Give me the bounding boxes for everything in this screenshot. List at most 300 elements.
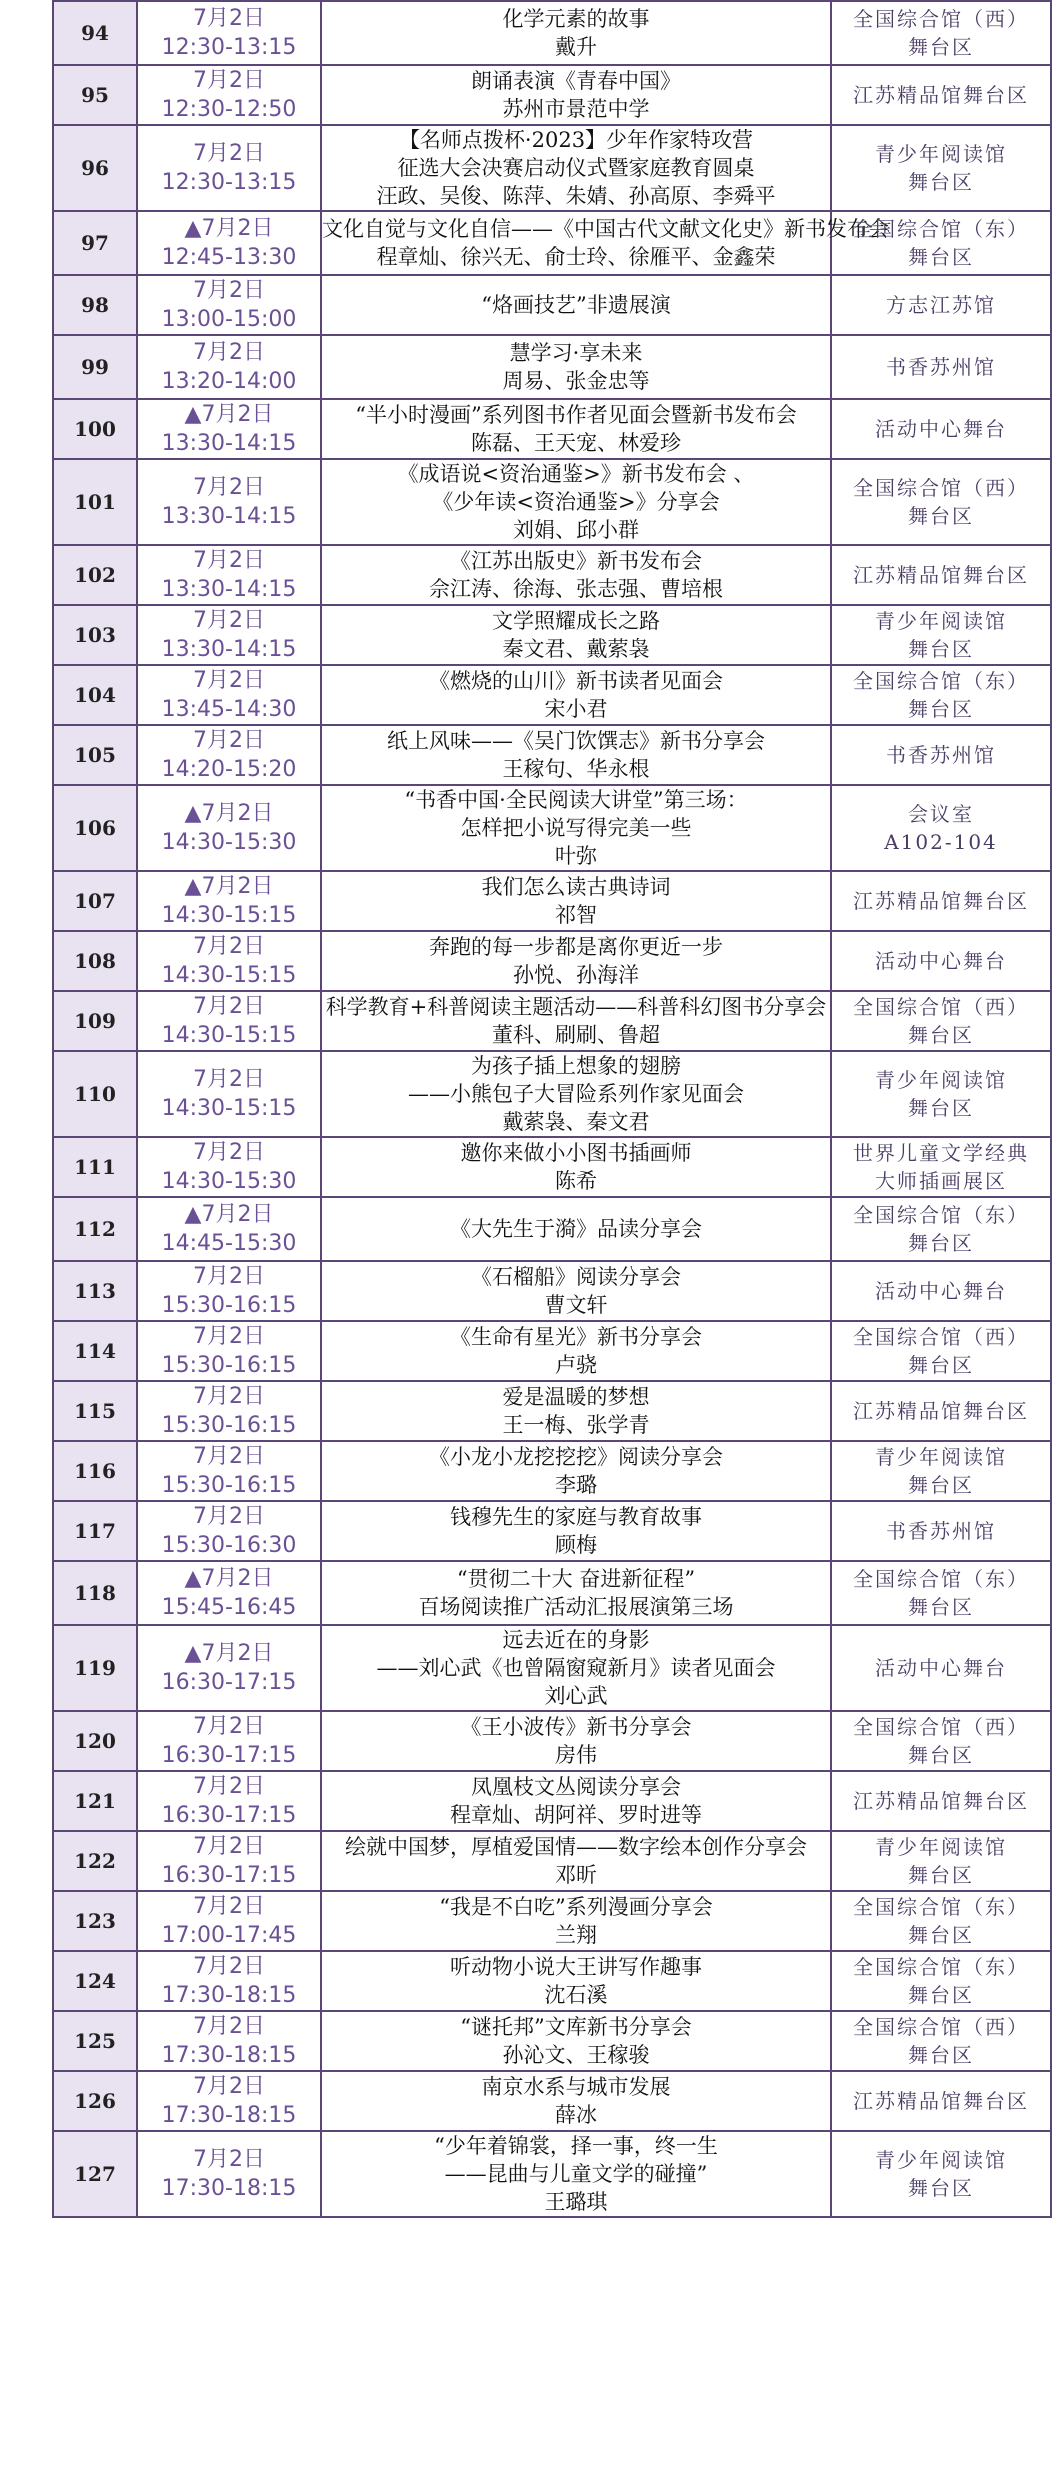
- event-title-line: 董科、刷刷、鲁超: [492, 1023, 660, 1047]
- event-venue-line: 方志江苏馆: [886, 293, 996, 317]
- event-venue: [831, 1, 1051, 65]
- event-venue-line: 舞台区: [908, 2176, 974, 2200]
- event-date: 7月2日: [193, 2074, 265, 2099]
- event-venue-line: 活动中心舞台: [875, 417, 1007, 441]
- event-number: 112: [53, 1197, 137, 1261]
- event-date: 7月2日: [193, 1444, 265, 1469]
- event-title-line: 《江苏出版史》新书发布会: [450, 549, 702, 573]
- event-datetime: [137, 1951, 321, 2011]
- event-title-line: 程章灿、徐兴无、俞士玲、徐雁平、金鑫荣: [376, 245, 776, 269]
- event-venue: [831, 1441, 1051, 1501]
- event-date: 7月2日: [201, 402, 274, 427]
- event-venue-line: 青少年阅读馆: [875, 1068, 1007, 1092]
- event-number: 94: [53, 1, 137, 65]
- event-title: [321, 1441, 831, 1501]
- event-venue: [831, 2131, 1051, 2217]
- event-title: [321, 1, 831, 65]
- event-title: [321, 399, 831, 459]
- event-title-line: “少年着锦裳，择一事，终一生: [434, 2134, 718, 2158]
- event-title-line: “我是不白吃”系列漫画分享会: [439, 1895, 713, 1919]
- event-venue-line: 舞台区: [908, 1923, 974, 1947]
- event-datetime: [137, 931, 321, 991]
- event-venue-line: 江苏精品馆舞台区: [853, 1789, 1029, 1813]
- event-number: 123: [53, 1891, 137, 1951]
- event-venue-line: 舞台区: [908, 1983, 974, 2007]
- event-venue-line: 全国综合馆（东）: [853, 217, 1029, 241]
- event-venue-line: 书香苏州馆: [886, 743, 996, 767]
- event-number: 111: [53, 1137, 137, 1197]
- event-time: 16:30-17:15: [161, 1803, 297, 1828]
- event-title-line: 房伟: [555, 1743, 597, 1767]
- event-title-line: 叶弥: [555, 844, 597, 868]
- event-venue-line: 全国综合馆（西）: [853, 2015, 1029, 2039]
- event-time: 16:30-17:15: [161, 1670, 297, 1695]
- event-venue-line: 舞台区: [908, 35, 974, 59]
- event-date: 7月2日: [193, 1714, 265, 1739]
- event-number: 96: [53, 125, 137, 211]
- event-title-line: 李璐: [555, 1473, 597, 1497]
- event-datetime: [137, 725, 321, 785]
- event-datetime: [137, 1441, 321, 1501]
- event-datetime: [137, 605, 321, 665]
- event-venue-line: 舞台区: [908, 504, 974, 528]
- event-date: 7月2日: [193, 1894, 265, 1919]
- event-datetime: [137, 785, 321, 871]
- event-number: 98: [53, 275, 137, 335]
- table-row: [53, 1051, 1051, 1137]
- table-row: [53, 545, 1051, 605]
- event-datetime: [137, 399, 321, 459]
- event-venue-line: 活动中心舞台: [875, 949, 1007, 973]
- event-venue-line: 舞台区: [908, 637, 974, 661]
- event-date: 7月2日: [201, 1566, 274, 1591]
- event-date: 7月2日: [193, 1384, 265, 1409]
- table-row: [53, 1891, 1051, 1951]
- event-venue-line: 江苏精品馆舞台区: [853, 1399, 1029, 1423]
- event-title-line: 文化自觉与文化自信——《中国古代文献文化史》新书发布会: [322, 217, 889, 241]
- event-time: 16:30-17:15: [161, 1863, 297, 1888]
- event-time: 13:30-14:15: [161, 431, 297, 456]
- event-venue: [831, 1891, 1051, 1951]
- event-datetime: [137, 459, 321, 545]
- event-venue-line: 舞台区: [908, 1595, 974, 1619]
- event-title-line: 邀你来做小小图书插画师: [460, 1141, 692, 1165]
- event-title-line: 《成语说<资治通鉴>》新书发布会 、: [397, 462, 755, 486]
- event-venue-line: 书香苏州馆: [886, 1519, 996, 1543]
- event-title-line: 征选大会决赛启动仪式暨家庭教育圆桌: [397, 156, 755, 180]
- event-title: [321, 125, 831, 211]
- event-datetime: [137, 545, 321, 605]
- table-row: [53, 1321, 1051, 1381]
- event-time: 15:45-16:45: [161, 1595, 297, 1620]
- event-title: [321, 2071, 831, 2131]
- table-row: [53, 459, 1051, 545]
- event-venue: [831, 335, 1051, 399]
- event-venue: [831, 1711, 1051, 1771]
- event-venue-line: A102-104: [884, 830, 998, 854]
- new-event-marker-icon: ▲: [184, 402, 202, 427]
- event-number: 127: [53, 2131, 137, 2217]
- event-title-line: 刘心武: [544, 1684, 608, 1708]
- event-venue-line: 舞台区: [908, 1473, 974, 1497]
- event-number: 103: [53, 605, 137, 665]
- event-title: [321, 335, 831, 399]
- table-row: [53, 65, 1051, 125]
- table-row: [53, 1137, 1051, 1197]
- table-row: [53, 931, 1051, 991]
- table-row: [53, 1561, 1051, 1625]
- table-row: [53, 605, 1051, 665]
- event-time: 14:30-15:15: [161, 903, 297, 928]
- event-title-line: 朗诵表演《青春中国》: [471, 69, 681, 93]
- event-number: 107: [53, 871, 137, 931]
- event-time: 15:30-16:15: [161, 1413, 297, 1438]
- event-venue: [831, 1051, 1051, 1137]
- table-row: [53, 1771, 1051, 1831]
- event-venue-line: 全国综合馆（东）: [853, 669, 1029, 693]
- event-venue: [831, 545, 1051, 605]
- event-number: 120: [53, 1711, 137, 1771]
- event-title-line: “烙画技艺”非遗展演: [481, 293, 671, 317]
- event-title-line: “书香中国·全民阅读大讲堂”第三场：: [404, 788, 748, 812]
- event-venue-line: 全国综合馆（西）: [853, 1325, 1029, 1349]
- event-title-line: 沈石溪: [544, 1983, 608, 2007]
- event-date: 7月2日: [193, 278, 265, 303]
- event-venue: [831, 1137, 1051, 1197]
- event-venue: [831, 1501, 1051, 1561]
- event-venue-line: 大师插画展区: [875, 1169, 1007, 1193]
- event-title-line: 听动物小说大王讲写作趣事: [450, 1955, 702, 1979]
- event-title-line: 南京水系与城市发展: [481, 2075, 671, 2099]
- event-venue: [831, 211, 1051, 275]
- event-venue: [831, 275, 1051, 335]
- table-row: [53, 125, 1051, 211]
- event-title-line: “半小时漫画”系列图书作者见面会暨新书发布会: [355, 403, 797, 427]
- event-datetime: [137, 1561, 321, 1625]
- event-date: 7月2日: [193, 1834, 265, 1859]
- event-title-line: 《石榴船》阅读分享会: [471, 1265, 681, 1289]
- event-venue-line: 青少年阅读馆: [875, 1445, 1007, 1469]
- event-title-line: 《少年读<资治通鉴>》分享会: [432, 490, 720, 514]
- event-date: 7月2日: [193, 548, 265, 573]
- event-venue-line: 舞台区: [908, 170, 974, 194]
- event-datetime: [137, 65, 321, 125]
- event-date: 7月2日: [193, 934, 265, 959]
- event-title-line: 爱是温暖的梦想: [502, 1385, 650, 1409]
- event-venue-line: 世界儿童文学经典: [853, 1141, 1029, 1165]
- event-venue-line: 舞台区: [908, 1231, 974, 1255]
- table-row: [53, 1441, 1051, 1501]
- event-venue: [831, 1831, 1051, 1891]
- event-time: 17:30-18:15: [161, 1983, 297, 2008]
- event-datetime: [137, 275, 321, 335]
- event-title: [321, 1261, 831, 1321]
- event-number: 124: [53, 1951, 137, 2011]
- event-venue-line: 青少年阅读馆: [875, 2148, 1007, 2172]
- event-title-line: 王稼句、华永根: [502, 757, 650, 781]
- table-row: [53, 1951, 1051, 2011]
- event-title-line: 王一梅、张学青: [502, 1413, 650, 1437]
- event-number: 105: [53, 725, 137, 785]
- event-venue-line: 舞台区: [908, 1096, 974, 1120]
- table-row: [53, 1625, 1051, 1711]
- event-title-line: 程章灿、胡阿祥、罗时进等: [450, 1803, 702, 1827]
- event-number: 125: [53, 2011, 137, 2071]
- event-datetime: [137, 1771, 321, 1831]
- event-date: 7月2日: [193, 141, 265, 166]
- event-time: 13:20-14:00: [161, 369, 297, 394]
- event-datetime: [137, 335, 321, 399]
- event-time: 15:30-16:15: [161, 1353, 297, 1378]
- event-title-line: 百场阅读推广活动汇报展演第三场: [418, 1595, 734, 1619]
- event-time: 13:30-14:15: [161, 577, 297, 602]
- event-number: 100: [53, 399, 137, 459]
- event-venue-line: 全国综合馆（西）: [853, 1715, 1029, 1739]
- event-datetime: [137, 1711, 321, 1771]
- event-venue: [831, 459, 1051, 545]
- event-venue-line: 全国综合馆（西）: [853, 7, 1029, 31]
- event-title-line: 兰翔: [555, 1923, 597, 1947]
- event-datetime: [137, 1501, 321, 1561]
- event-title-line: 曹文轩: [544, 1293, 608, 1317]
- table-row: [53, 275, 1051, 335]
- event-number: 126: [53, 2071, 137, 2131]
- event-date: 7月2日: [193, 6, 265, 31]
- event-datetime: [137, 1197, 321, 1261]
- event-venue-line: 全国综合馆（东）: [853, 1895, 1029, 1919]
- event-time: 15:30-16:15: [161, 1473, 297, 1498]
- event-time: 17:00-17:45: [161, 1923, 297, 1948]
- event-datetime: [137, 991, 321, 1051]
- event-title-line: 孙悦、孙海洋: [513, 963, 639, 987]
- table-row: [53, 725, 1051, 785]
- event-date: 7月2日: [193, 994, 265, 1019]
- event-title: [321, 991, 831, 1051]
- event-venue: [831, 1321, 1051, 1381]
- event-date: 7月2日: [193, 1264, 265, 1289]
- event-venue-line: 舞台区: [908, 1743, 974, 1767]
- event-title-line: 为孩子插上想象的翅膀: [471, 1054, 681, 1078]
- event-date: 7月2日: [201, 1641, 274, 1666]
- event-datetime: [137, 1261, 321, 1321]
- event-venue-line: 全国综合馆（东）: [853, 1567, 1029, 1591]
- new-event-marker-icon: ▲: [184, 1566, 202, 1591]
- event-time: 17:30-18:15: [161, 2176, 297, 2201]
- event-venue: [831, 665, 1051, 725]
- event-title-line: 科学教育+科普阅读主题活动——科普科幻图书分享会: [325, 995, 827, 1019]
- event-venue-line: 舞台区: [908, 697, 974, 721]
- new-event-marker-icon: ▲: [184, 216, 202, 241]
- event-number: 115: [53, 1381, 137, 1441]
- event-number: 121: [53, 1771, 137, 1831]
- event-datetime: [137, 2011, 321, 2071]
- event-title-line: 《生命有星光》新书分享会: [450, 1325, 702, 1349]
- event-title-line: 【名师点拨杯·2023】少年作家特攻营: [398, 128, 754, 152]
- event-datetime: [137, 1831, 321, 1891]
- event-venue: [831, 1561, 1051, 1625]
- event-datetime: [137, 1625, 321, 1711]
- event-number: 113: [53, 1261, 137, 1321]
- event-venue: [831, 399, 1051, 459]
- event-date: 7月2日: [193, 1140, 265, 1165]
- event-number: 106: [53, 785, 137, 871]
- event-date: 7月2日: [193, 1067, 265, 1092]
- event-title-line: ——小熊包子大冒险系列作家见面会: [408, 1082, 744, 1106]
- event-venue-line: 舞台区: [908, 2043, 974, 2067]
- event-title: [321, 275, 831, 335]
- event-venue: [831, 2011, 1051, 2071]
- event-venue-line: 江苏精品馆舞台区: [853, 2089, 1029, 2113]
- event-time: 14:45-15:30: [161, 1231, 297, 1256]
- event-venue-line: 书香苏州馆: [886, 355, 996, 379]
- event-time: 17:30-18:15: [161, 2103, 297, 2128]
- event-title-line: 秦文君、戴萦袅: [502, 637, 650, 661]
- event-date: 7月2日: [193, 68, 265, 93]
- event-datetime: [137, 1381, 321, 1441]
- event-venue: [831, 931, 1051, 991]
- event-number: 117: [53, 1501, 137, 1561]
- event-title-line: 《小龙小龙挖挖挖》阅读分享会: [429, 1445, 723, 1469]
- event-venue: [831, 1771, 1051, 1831]
- event-time: 15:30-16:15: [161, 1293, 297, 1318]
- event-time: 14:30-15:15: [161, 1023, 297, 1048]
- table-row: [53, 1831, 1051, 1891]
- schedule-body: [53, 1, 1051, 2217]
- event-title: [321, 1951, 831, 2011]
- event-title-line: 王璐琪: [544, 2190, 608, 2214]
- event-venue: [831, 605, 1051, 665]
- event-title: [321, 545, 831, 605]
- event-title: [321, 605, 831, 665]
- event-date: 7月2日: [193, 340, 265, 365]
- event-datetime: [137, 2071, 321, 2131]
- event-datetime: [137, 211, 321, 275]
- event-title-line: 宋小君: [544, 697, 608, 721]
- event-title-line: 邓昕: [555, 1863, 597, 1887]
- event-title: [321, 1051, 831, 1137]
- event-date: 7月2日: [193, 2014, 265, 2039]
- event-time: 13:00-15:00: [161, 307, 297, 332]
- event-datetime: [137, 1891, 321, 1951]
- event-title: [321, 1137, 831, 1197]
- event-title-line: 文学照耀成长之路: [492, 609, 660, 633]
- event-datetime: [137, 125, 321, 211]
- event-title-line: 孙沁文、王稼骏: [502, 2043, 650, 2067]
- event-datetime: [137, 1321, 321, 1381]
- event-venue-line: 江苏精品馆舞台区: [853, 83, 1029, 107]
- event-time: 13:30-14:15: [161, 504, 297, 529]
- table-row: [53, 2071, 1051, 2131]
- event-title: [321, 725, 831, 785]
- event-title-line: 奔跑的每一步都是离你更近一步: [429, 935, 723, 959]
- event-title: [321, 211, 889, 275]
- event-date: 7月2日: [193, 668, 265, 693]
- event-number: 108: [53, 931, 137, 991]
- event-venue-line: 青少年阅读馆: [875, 1835, 1007, 1859]
- event-title-line: 绘就中国梦，厚植爱国情——数字绘本创作分享会: [345, 1835, 807, 1859]
- event-time: 12:30-13:15: [161, 170, 297, 195]
- table-row: [53, 211, 1051, 275]
- event-datetime: [137, 665, 321, 725]
- event-title: [321, 931, 831, 991]
- event-number: 102: [53, 545, 137, 605]
- table-row: [53, 335, 1051, 399]
- event-venue: [831, 991, 1051, 1051]
- table-row: [53, 1381, 1051, 1441]
- event-title-line: 刘娟、邱小群: [513, 518, 639, 542]
- event-venue-line: 会议室: [908, 802, 974, 826]
- event-time: 16:30-17:15: [161, 1743, 297, 1768]
- table-row: [53, 1501, 1051, 1561]
- event-date: 7月2日: [193, 1504, 265, 1529]
- new-event-marker-icon: ▲: [184, 1641, 202, 1666]
- event-title-line: 戴萦袅、秦文君: [502, 1110, 650, 1134]
- event-venue: [831, 65, 1051, 125]
- event-title-line: 《燃烧的山川》新书读者见面会: [429, 669, 723, 693]
- event-title: [321, 1501, 831, 1561]
- event-title-line: 《大先生于漪》品读分享会: [450, 1217, 702, 1241]
- event-title-line: 《王小波传》新书分享会: [460, 1715, 692, 1739]
- event-venue-line: 全国综合馆（东）: [853, 1955, 1029, 1979]
- event-title-line: 苏州市景范中学: [502, 97, 650, 121]
- event-time: 12:30-12:50: [161, 97, 297, 122]
- event-venue-line: 青少年阅读馆: [875, 142, 1007, 166]
- event-number: 97: [53, 211, 137, 275]
- event-title: [321, 1321, 831, 1381]
- event-venue: [831, 1625, 1051, 1711]
- event-title-line: 陈希: [555, 1169, 597, 1193]
- event-title: [321, 1711, 831, 1771]
- event-title: [321, 2131, 831, 2217]
- table-row: [53, 1261, 1051, 1321]
- event-venue: [831, 725, 1051, 785]
- new-event-marker-icon: ▲: [184, 801, 202, 826]
- event-venue: [831, 1381, 1051, 1441]
- table-row: [53, 399, 1051, 459]
- event-venue: [831, 125, 1051, 211]
- event-venue: [831, 1197, 1051, 1261]
- event-date: 7月2日: [201, 1202, 274, 1227]
- event-number: 95: [53, 65, 137, 125]
- table-row: [53, 785, 1051, 871]
- table-row: [53, 1, 1051, 65]
- event-title-line: 汪政、吴俊、陈萍、朱婧、孙高原、李舜平: [376, 184, 776, 208]
- event-number: 122: [53, 1831, 137, 1891]
- table-row: [53, 1711, 1051, 1771]
- event-title: [321, 665, 831, 725]
- event-date: 7月2日: [201, 874, 274, 899]
- event-time: 14:30-15:15: [161, 1096, 297, 1121]
- event-title-line: 钱穆先生的家庭与教育故事: [450, 1505, 702, 1529]
- event-number: 116: [53, 1441, 137, 1501]
- event-venue-line: 全国综合馆（西）: [853, 995, 1029, 1019]
- event-number: 118: [53, 1561, 137, 1625]
- event-venue-line: 江苏精品馆舞台区: [853, 563, 1029, 587]
- event-title-line: 怎样把小说写得完美一些: [460, 816, 692, 840]
- event-title: [321, 1891, 831, 1951]
- event-title-line: 凤凰枝文丛阅读分享会: [471, 1775, 681, 1799]
- event-datetime: [137, 871, 321, 931]
- event-title: [321, 785, 831, 871]
- event-title: [321, 2011, 831, 2071]
- event-time: 13:30-14:15: [161, 637, 297, 662]
- event-venue-line: 舞台区: [908, 1863, 974, 1887]
- event-title-line: 戴升: [555, 35, 597, 59]
- event-title: [321, 459, 831, 545]
- table-row: [53, 871, 1051, 931]
- event-title-line: 卢骁: [555, 1353, 597, 1377]
- event-title-line: 慧学习·享未来: [509, 341, 643, 365]
